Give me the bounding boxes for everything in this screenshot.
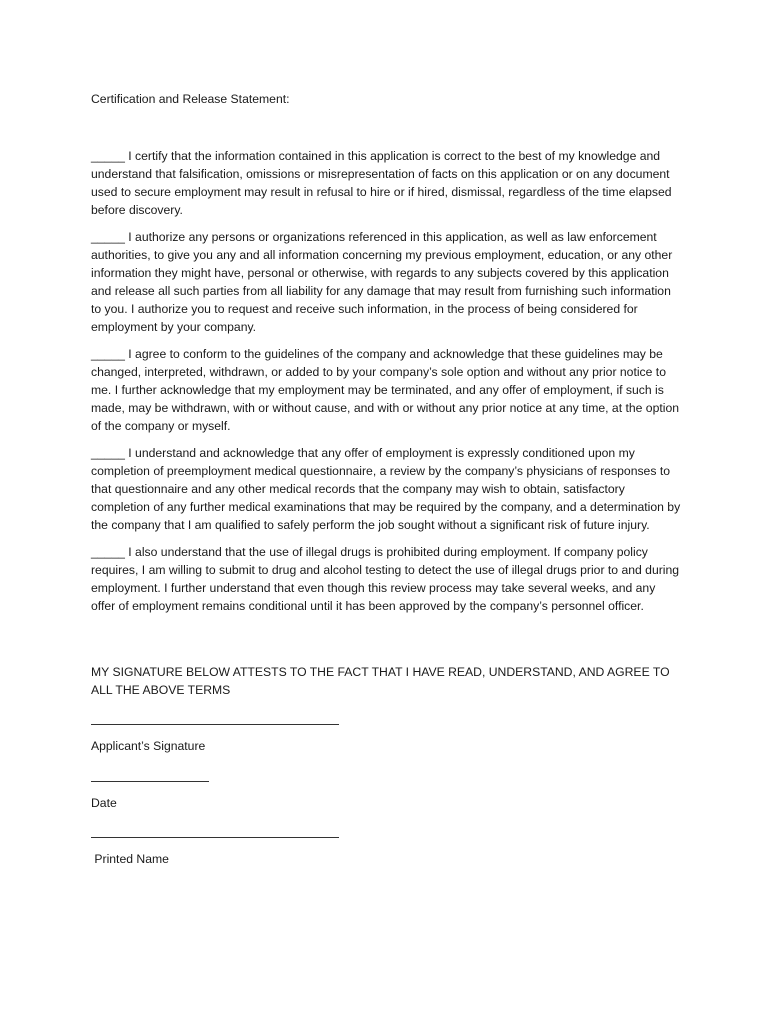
statement-text: I authorize any persons or organizations referenced in this application, as well as law enforcement authorities, to give you any and all information concerning my previous employment, education, or any other information they might have, personal or otherwise, with regards to any subjects covered by this application and release all such parties from all liability for any damage that may result from furnishing such information to you. I authorize you to request and receive such information, in the process of being considered for employment by your company. bbox=[91, 230, 673, 334]
statement-paragraph-4 bbox=[91, 444, 681, 534]
signature-line[interactable] bbox=[91, 724, 339, 725]
initials-blank[interactable]: _____ bbox=[91, 149, 125, 163]
initials-blank[interactable]: _____ bbox=[91, 446, 125, 460]
statement-paragraph-3 bbox=[91, 345, 681, 435]
printed-name-label: Printed Name bbox=[91, 852, 169, 866]
signature-label: Applicant’s Signature bbox=[91, 739, 206, 753]
statement-paragraph-1 bbox=[91, 147, 681, 219]
attestation-text: MY SIGNATURE BELOW ATTESTS TO THE FACT THAT I HAVE READ, UNDERSTAND, AND AGREE TO ALL THE ABOVE TERMS bbox=[91, 665, 670, 697]
statement-text: I agree to conform to the guidelines of the company and acknowledge that these guidelines may be changed, interpreted, withdrawn, or added to by your company’s sole option and without any prior notice to me. I further acknowledge that my employment may be terminated, and any offer of employment, if such is made, may be withdrawn, with or without cause, and with or without any prior notice at any time, at the option of the company or myself. bbox=[91, 347, 680, 433]
statement-text: I certify that the information contained in this application is correct to the best of my knowledge and understand that falsification, omissions or misrepresentation of facts on this application or on any document used to secure employment may result in refusal to hire or if hired, dismissal, regardless of the time elapsed before discovery. bbox=[91, 149, 672, 217]
statement-text: I also understand that the use of illegal drugs is prohibited during employment. If company policy requires, I am willing to submit to drug and alcohol testing to detect the use of illegal drugs prior to and during employment. I further understand that even though this review process may take several weeks, and any offer of employment remains conditional until it has been approved by the company’s personnel officer. bbox=[91, 545, 680, 613]
date-line[interactable] bbox=[91, 781, 209, 782]
statement-paragraph-5 bbox=[91, 543, 681, 615]
statement-paragraph-2 bbox=[91, 228, 681, 336]
statement-paragraphs bbox=[91, 147, 681, 624]
date-label: Date bbox=[91, 796, 117, 810]
printed-name-line[interactable] bbox=[91, 837, 339, 838]
document-heading: Certification and Release Statement: bbox=[91, 92, 290, 106]
statement-text: I understand and acknowledge that any offer of employment is expressly conditioned upon my completion of preemployment medical questionnaire, a review by the company’s physicians of responses to that questionnaire and any other medical records that the company may wish to obtain, satisfactory completion of any further medical examinations that may be required by the company, and a determination by the company that I am qualified to safely perform the job sought without a significant risk of future injury. bbox=[91, 446, 681, 532]
initials-blank[interactable]: _____ bbox=[91, 230, 125, 244]
initials-blank[interactable]: _____ bbox=[91, 545, 125, 559]
initials-blank[interactable]: _____ bbox=[91, 347, 125, 361]
